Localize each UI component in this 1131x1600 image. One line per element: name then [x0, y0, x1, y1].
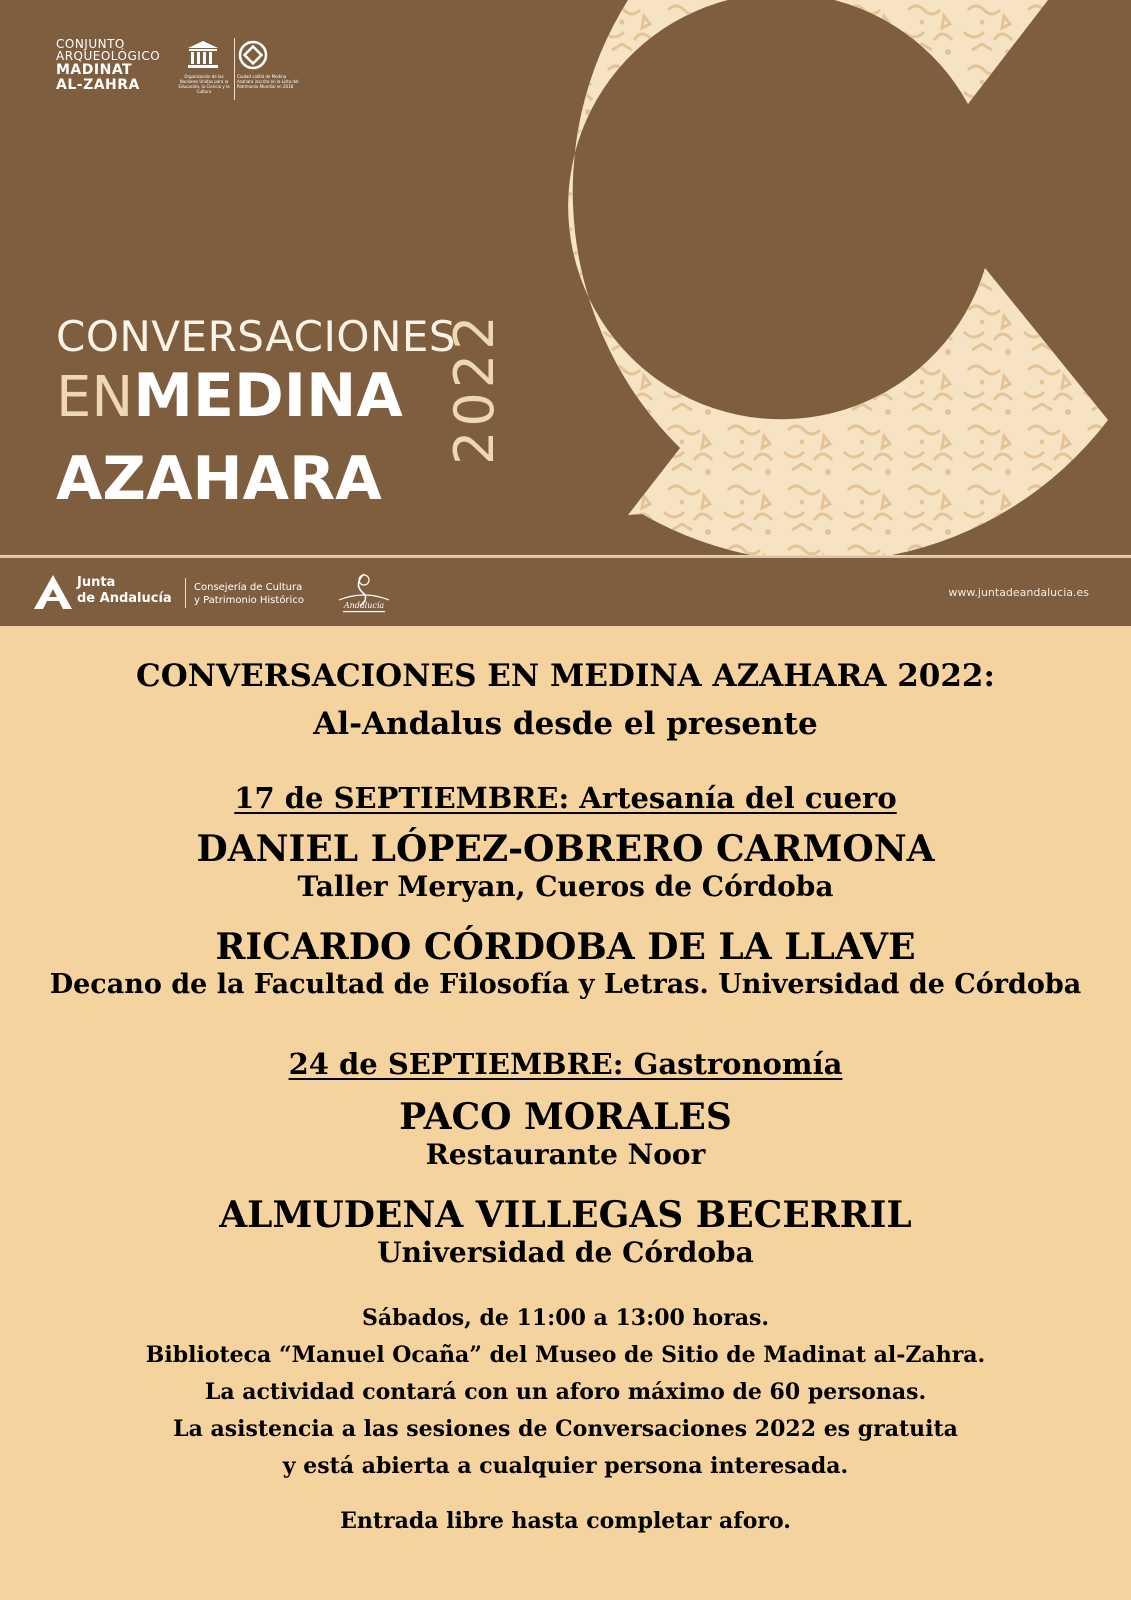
logo-line-madinat: MADINAT: [56, 62, 133, 78]
website-link[interactable]: www.juntadeandalucia.es: [948, 586, 1089, 599]
title-medina: MEDINA: [133, 361, 403, 431]
info-line: Biblioteca “Manuel Ocaña” del Museo de Sitio de Madinat al-Zahra.: [145, 1342, 986, 1368]
title-azahara: AZAHARA: [56, 444, 382, 514]
institution-bar: [0, 558, 1131, 626]
session-2-speaker-1-name: PACO MORALES: [399, 1096, 732, 1138]
program-title: CONVERSACIONES EN MEDINA AZAHARA 2022:: [136, 658, 995, 694]
world-heritage-icon: [238, 40, 268, 70]
institution-divider: [185, 578, 186, 608]
title-line-en-medina: [56, 361, 456, 443]
consejeria-line1: Consejería de Cultura: [194, 582, 303, 593]
conjunto-arqueologico-logo: [56, 38, 160, 92]
title-en: EN: [56, 365, 134, 430]
andalucia-brand-icon: [333, 570, 395, 616]
unesco-logo: [176, 38, 301, 100]
closing-note: Entrada libre hasta completar aforo.: [340, 1508, 791, 1534]
consejeria-label: [194, 581, 304, 607]
junta-andalucia-logo: [77, 575, 172, 607]
program-text: [0, 630, 1131, 1540]
info-line: Sábados, de 11:00 a 13:00 horas.: [361, 1305, 770, 1331]
info-line: La asistencia a las sesiones de Conversaciones 2022 es gratuita: [173, 1416, 958, 1442]
session-2-date: 24 de SEPTIEMBRE: Gastronomía: [288, 1047, 843, 1081]
andalucia-brand-text: Andalucía: [343, 601, 385, 610]
title-conversaciones: CONVERSACIONES: [56, 312, 457, 361]
session-2-speaker-1-affiliation: Restaurante Noor: [425, 1138, 706, 1171]
info-line: La actividad contará con un aforo máximo de 60 personas.: [204, 1379, 927, 1405]
junta-andalucia-icon: [34, 575, 72, 609]
session-1-speaker-1-affiliation: Taller Meryan, Cueros de Córdoba: [297, 870, 834, 903]
header-banner: [0, 0, 1131, 555]
session-2-speaker-2-name: ALMUDENA VILLEGAS BECERRIL: [219, 1194, 912, 1236]
logo-line-conjunto: CONJUNTO: [56, 37, 125, 51]
session-2-speaker-2-affiliation: Universidad de Córdoba: [377, 1236, 754, 1269]
junta-line2: de Andalucía: [77, 591, 172, 606]
title-year: 2022: [443, 311, 506, 465]
logo-line-arqueologico: ARQUEOLÓGICO: [56, 49, 161, 63]
info-line: y está abierta a cualquier persona interesada.: [282, 1453, 849, 1479]
event-info: [0, 1300, 1131, 1485]
unesco-temple-icon: [187, 40, 219, 70]
unesco-organization-text: Organización de las Naciones Unidas para la Educación, la Ciencia y la Cultura: [178, 74, 230, 94]
world-heritage-text: Ciudad califal de Medina Azahara inscrita en la Lista del Patrimonio Mundial en 2018: [237, 74, 299, 89]
consejeria-line2: y Patrimonio Histórico: [194, 595, 304, 606]
program-subtitle: Al-Andalus desde el presente: [313, 706, 818, 742]
session-1-speaker-2-name: RICARDO CÓRDOBA DE LA LLAVE: [215, 926, 916, 968]
session-1-date: 17 de SEPTIEMBRE: Artesanía del cuero: [234, 781, 897, 815]
junta-line1: Junta: [77, 575, 116, 590]
session-1-speaker-1-name: DANIEL LÓPEZ-OBRERO CARMONA: [196, 828, 935, 870]
session-1-speaker-2-affiliation: Decano de la Facultad de Filosofía y Letras. Universidad de Córdoba: [49, 969, 1082, 1000]
logo-line-al-zahra: AL-ZAHRA: [56, 77, 140, 93]
unesco-divider: [234, 38, 235, 100]
event-title-block: [56, 312, 457, 514]
